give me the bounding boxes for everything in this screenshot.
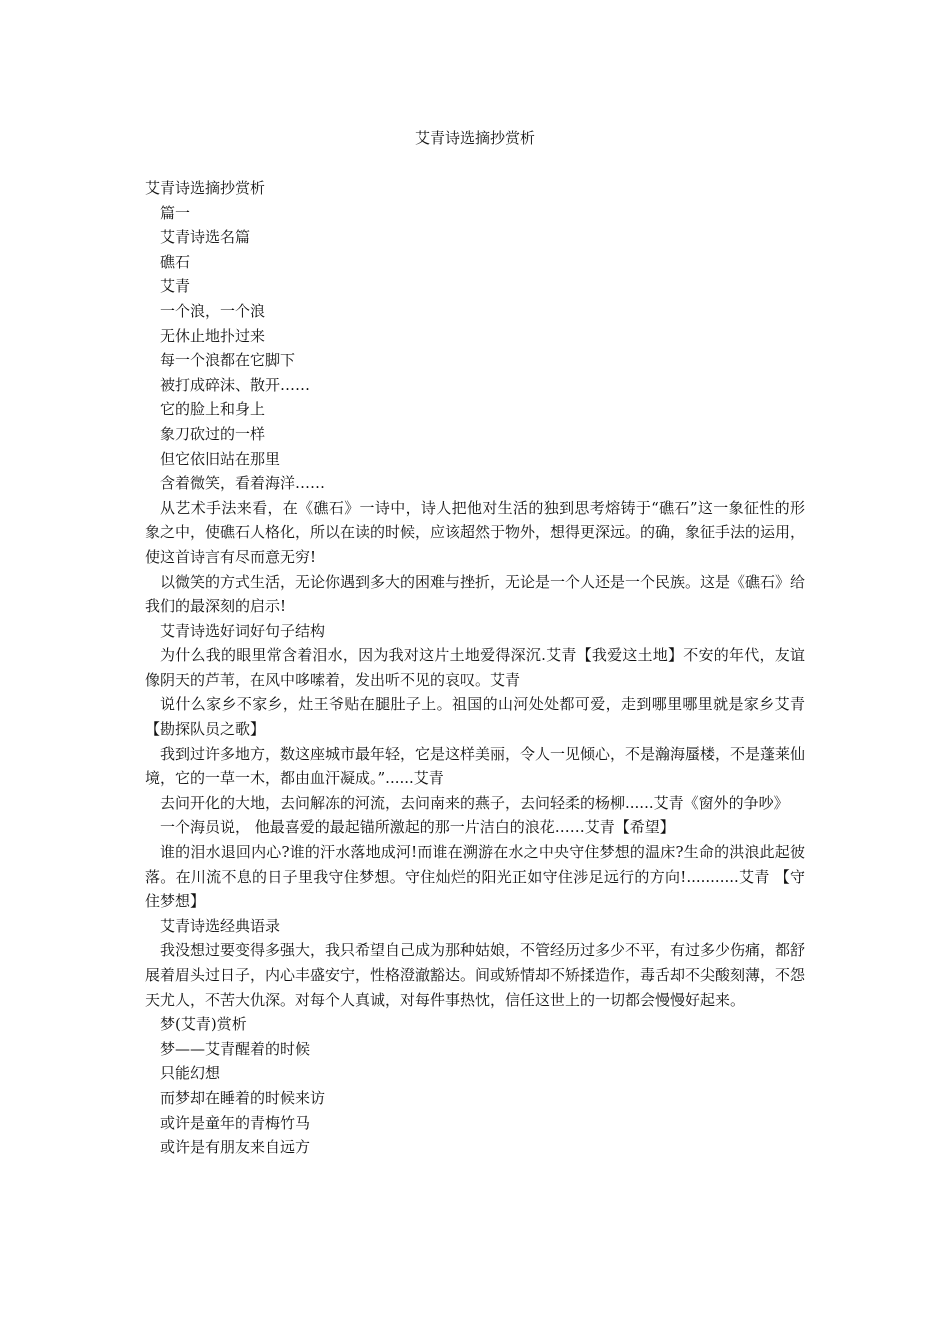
paragraph: 艾青 bbox=[160, 277, 191, 296]
paragraph: 篇一 bbox=[160, 203, 191, 222]
paragraph: 而梦却在睡着的时候来访 bbox=[160, 1088, 326, 1107]
paragraph: 去问开化的大地，去问解冻的河流，去问南来的燕子，去问轻柔的杨柳......艾青《窗外的争吵》 bbox=[160, 793, 789, 812]
paragraph: 梦(艾青)赏析 bbox=[160, 1015, 247, 1034]
document-body bbox=[145, 176, 805, 1160]
paragraph: 或许是有朋友来自远方 bbox=[160, 1138, 311, 1157]
paragraph: 艾青诗选经典语录 bbox=[160, 916, 281, 935]
paragraph: 以微笑的方式生活，无论你遇到多大的困难与挫折，无论是一个人还是一个民族。这是《礁石》给我们的最深刻的启示! bbox=[145, 572, 806, 616]
paragraph: 礁石 bbox=[160, 252, 191, 271]
paragraph: 谁的泪水退回内心?谁的汗水落地成河!而谁在溯游在水之中央守住梦想的温床?生命的洪浪此起彼落。在川流不息的日子里我守住梦想。守住灿烂的阳光正如守住涉足远行的方向!...........艾青 【守住梦想】 bbox=[145, 843, 805, 911]
paragraph: 一个浪，一个浪 bbox=[160, 301, 266, 320]
paragraph: 从艺术手法来看，在《礁石》一诗中，诗人把他对生活的独到思考熔铸于“礁石”这一象征性的形象之中，使礁石人格化，所以在读的时候，应该超然于物外，想得更深远。的确，象征手法的运用，使这首诗言有尽而意无穷! bbox=[145, 498, 806, 566]
paragraph: 但它依旧站在那里 bbox=[160, 449, 281, 468]
paragraph: 梦——艾青醒着的时候 bbox=[160, 1039, 311, 1058]
paragraph: 我到过许多地方，数这座城市最年轻，它是这样美丽，令人一见倾心，不是瀚海蜃楼，不是蓬莱仙境，它的一草一木，都由血汗凝成。”......艾青 bbox=[145, 744, 806, 788]
paragraph: 艾青诗选好词好句子结构 bbox=[160, 621, 326, 640]
paragraph: 或许是童年的青梅竹马 bbox=[160, 1113, 311, 1132]
paragraph: 艾青诗选摘抄赏析 bbox=[145, 179, 266, 197]
page-title: 艾青诗选摘抄赏析 bbox=[414, 129, 535, 147]
paragraph: 被打成碎沫、散开…… bbox=[160, 375, 311, 394]
paragraph: 为什么我的眼里常含着泪水，因为我对这片土地爱得深沉.艾青【我爱这土地】不安的年代，友谊像阴天的芦苇，在风中哆嗦着，发出听不见的哀叹。艾青 bbox=[145, 646, 805, 689]
paragraph: 它的脸上和身上 bbox=[160, 400, 266, 419]
paragraph: 每一个浪都在它脚下 bbox=[160, 351, 296, 370]
paragraph: 艾青诗选名篇 bbox=[160, 228, 251, 247]
paragraph: 含着微笑，看着海洋…… bbox=[160, 474, 326, 493]
paragraph: 象刀砍过的一样 bbox=[160, 424, 266, 443]
paragraph: 无休止地扑过来 bbox=[160, 326, 266, 345]
paragraph: 说什么家乡不家乡，灶王爷贴在腿肚子上。祖国的山河处处都可爱，走到哪里哪里就是家乡艾青【勘探队员之歌】 bbox=[145, 695, 805, 739]
paragraph: 一个海员说， 他最喜爱的最起锚所激起的那一片洁白的浪花……艾青【希望】 bbox=[160, 818, 675, 837]
paragraph: 我没想过要变得多强大，我只希望自己成为那种姑娘，不管经历过多少不平，有过多少伤痛，都舒展着眉头过日子，内心丰盛安宁，性格澄澈豁达。间或矫情却不矫揉造作，毒舌却不尖酸刻薄，不怨天尤人，不苦大仇深。对每个人真诚，对每件事热忱，信任这世上的一切都会慢慢好起来。 bbox=[145, 941, 806, 1009]
paragraph: 只能幻想 bbox=[160, 1064, 221, 1083]
